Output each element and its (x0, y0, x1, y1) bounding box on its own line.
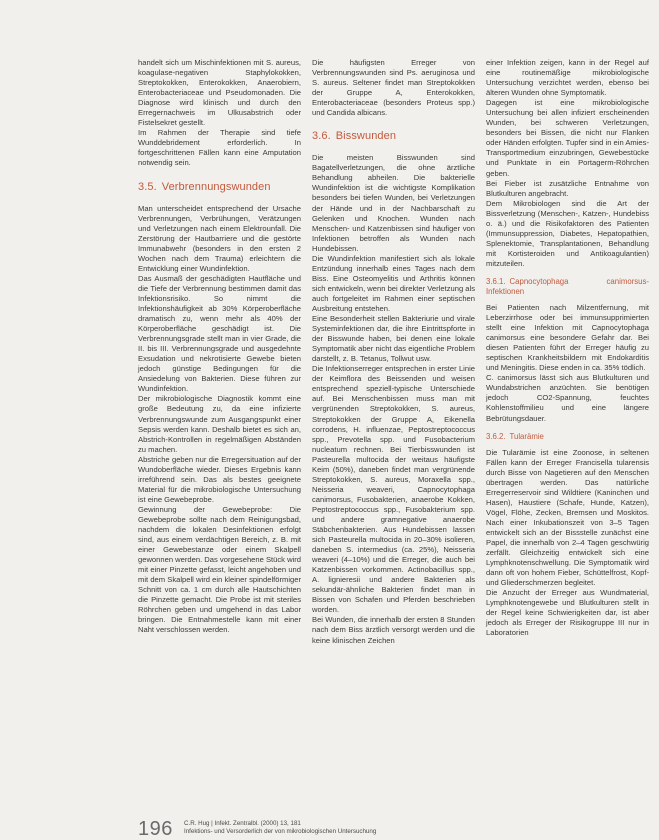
paragraph: Man unterscheidet entsprechend der Ursache Verbrennungen, Verbrühungen, Verätzungen und Verletzungen nach einem Elektrounfall. Die Zerstörung der Hautbarriere und die gestörte Immunabwehr (besonders in den ersten 2 Wochen nach dem Trauma) erleichtern die Entwicklung einer Wundinfektion. (138, 203, 301, 273)
column-middle (312, 58, 475, 646)
paragraph: C. canimorsus lässt sich aus Blutkulturen und Wundabstrichen anzüchten. Sie benötigen jedoch CO2-Spannung, feuchtes Kohlenstoffmilieu und eine längere Bebrütungsdauer. (486, 373, 649, 423)
subsection-number: 3.6.2. (486, 431, 506, 441)
section-heading-bites (312, 130, 475, 143)
paragraph: Bei Fieber ist zusätzliche Entnahme von Blutkulturen angebracht. (486, 178, 649, 198)
subsection-title: Tularämie (509, 431, 544, 441)
page-footer (138, 818, 518, 840)
subsection-title: Capnocytophaga canimorsus-Infektionen (486, 276, 649, 296)
subsection-number: 3.6.1. (486, 276, 506, 286)
column-right (486, 58, 649, 638)
paragraph: Der mikrobiologische Diagnostik kommt eine große Bedeutung zu, da eine infizierte Verbrennungswunde zum Ausgangspunkt einer Sepsis werden kann. Deshalb bietet es sich an, Abstrich-Kontrollen in regelmäßigen Abständen zu machen. (138, 394, 301, 454)
page-number: 196 (138, 818, 173, 840)
paragraph: Die häufigsten Erreger von Verbrennungswunden sind Ps. aeruginosa und S. aureus. Seltener findet man Streptokokken der Gruppe A, Enterokokken, Enterobacteriaceae (besonders Proteus spp.) und Candida albicans. (312, 58, 475, 118)
subsection-heading-tularemia (486, 432, 649, 442)
section-number: 3.6. (312, 130, 331, 143)
paragraph: Abstriche geben nur die Erregersituation auf der Wundoberfläche wieder. Dieses Ergebnis kann irreführend sein. Das als bestes geeignete Material für die mikrobiologische Untersuchung ist eine Gewebeprobe. (138, 454, 301, 504)
column-left (138, 58, 301, 636)
paragraph: Bei Wunden, die innerhalb der ersten 8 Stunden nach dem Biss ärztlich versorgt werden und die keine klinischen Zeichen (312, 615, 475, 645)
paragraph: Gewinnung der Gewebeprobe: Die Gewebeprobe sollte nach dem Reinigungsbad, nachdem die lokalen Desinfektionen erfolgt sind, aus einem verdächtigen Bereich, z. B. mit einer Gewebestanze oder einem Skalpell gewonnen werden. Das vorgesehene Stück wird mit einer Pinzette gefasst, leicht angehoben und mit dem Skalpell wird ein kleiner spindelförmiger Schnitt von ca. 1 cm durch alle Hautschichten die Pinzette gemacht. Die Probe ist mit steriles Röhrchen geben und umgehend in das Labor bringen. Die Entnahmestelle kann mit einer Naht verschlossen werden. (138, 504, 301, 635)
paragraph: Die Tularämie ist eine Zoonose, in seltenen Fällen kann der Erreger Francisella tularensis durch Bisse von Nagetieren auf den Menschen übertragen werden. Das natürliche Erregerreservoir sind Wildtiere (Kaninchen und Hasen), Haustiere (Schafe, Hunde, Katzen), Vögel, Flöhe, Zecken, Bremsen und Moskitos. Nach einer Inkubationszeit von 3–5 Tagen entwickelt sich an der Bissstelle zunächst eine Papel, die innerhalb von 2–4 Tagen geschwürig zerfällt. Gleichzeitig entwickelt sich eine Lymphknotenschwellung. Die Symptomatik wird dann oft von hohem Fieber, Schüttelfrost, Kopf- und Gliederschmerzen begleitet. (486, 447, 649, 588)
paragraph: Das Ausmaß der geschädigten Hautfläche und die Tiefe der Verbrennung bestimmen damit das Infektionsrisiko. So nimmt die Infektionshäufigkeit ab 30% Körperoberfläche dramatisch zu, wenn mehr als 40% der Körperoberfläche geschädigt ist. Die Verbrennungsgrade stellt man in vier Grade, die II. bis III. Verbrennungsgrade und ausgedehnte Exsudation und nekrotisierte Gewebe bieten jedoch günstige Bedingungen für die Ansiedelung von Bakterien. Diese führen zur Wundinfektion. (138, 273, 301, 394)
paragraph: einer Infektion zeigen, kann in der Regel auf eine routinemäßige mikrobiologische Untersuchung verzichtet werden, ebenso bei älteren Wunden ohne Symptomatik. (486, 58, 649, 98)
paragraph: handelt sich um Mischinfektionen mit S. aureus, koagulase-negativen Staphylokokken, Streptokokken, Enterokokken, Anaerobiern, Enterobacteriaceae und Pseudomonaden. Die Diagnose wird klinisch und durch den Erregernachweis im Ulkusabstrich oder Fistelsekret gestellt. (138, 58, 301, 128)
paragraph: Die Wundinfektion manifestiert sich als lokale Entzündung innerhalb eines Tages nach dem Biss. Eine Osteomyelitis und Arthritis können sich entwickeln, wenn bei direkter Verletzung als auch fortgeleitet im Rahmen einer septischen Ausbreitung entstehen. (312, 253, 475, 313)
footer-citation (184, 820, 524, 836)
section-title: Verbrennungswunden (161, 180, 271, 193)
paragraph: Die Infektionserreger entsprechen in erster Linie der Keimflora des Beissenden und weisen entsprechend speziell-typische Unterschiede auf. Bei Menschenbissen muss man mit vergrünenden Streptokokken, S. aureus, Streptokokken der Gruppe A, Eikenella corrodens, H. influenzae, Peptostreptococcus spp., Prevotella spp. und Fusobacterium nucleatum rechnen. Bei Tierbisswunden ist Pasteurella multocida der weitaus häufigste Keim (50%), daneben findet man vergrünende Streptokokken, S. aureus, Moraxella spp., Neisseria weaveri, Capnocytophaga canimorsus, Fusobakterien, anaerobe Kokken, Peptostreptococcus spp., Fusobakterium spp. und andere gramnegative anaerobe Stäbchenbakterien. Aus Hundebissen lassen sich Pasteurella multocida in 20–30% isolieren, daneben S. intermedius (ca. 25%), Neisseria weaveri (4–10%) und die Erreger, die auch bei Katzenbissen vorkommen. Actinobacillus spp., A. lignieresii und andere Bakterien als sekundär-ähnliche Bakterien findet man in Bissen von Schafen und Pferden beschrieben worden. (312, 364, 475, 615)
section-number: 3.5. (138, 180, 157, 193)
section-title: Bisswunden (335, 130, 397, 143)
paragraph: Die meisten Bisswunden sind Bagatellverletzungen, die ohne ärztliche Behandlung abheilen. Die bakterielle Wundinfektion ist die wichtigste Komplikation besonders bei tiefen Wunden, bei Verletzungen der Hände und in der Nachbarschaft zu Gelenken und Knochen. Wunden nach Menschen- und Katzenbissen sind häufiger von Infektionen betroffen als Wunden nach Hundebissen. (312, 153, 475, 253)
paragraph: Die Anzucht der Erreger aus Wundmaterial, Lymphknotengewebe und Blutkulturen stellt in der Regel keine Schwierigkeiten dar, ist aber jedoch als Erreger der Risikogruppe III nur in Laboratorien (486, 588, 649, 638)
paragraph: Im Rahmen der Therapie sind tiefe Wunddebridement erforderlich. In fortgeschrittenen Fällen kann eine Amputation notwendig sein. (138, 128, 301, 168)
paragraph: Dagegen ist eine mikrobiologische Untersuchung bei allen infiziert erscheinenden Wunden, bei schweren Verletzungen, besonders bei Bissen, die nicht nur Flanken oder Händen erfolgten. Tupfer sind in ein Amies-Transportmedium einzubringen, Gewebestücke und Punktate in ein Portagerm-Röhrchen geben. (486, 98, 649, 178)
subsection-heading-capnocytophaga (486, 277, 649, 297)
paragraph: Dem Mikrobiologen sind die Art der Bissverletzung (Menschen-, Katzen-, Hundebiss o. ä.) und die Risikofaktoren des Patienten (Immunsuppression, Diabetes, Hepatopathien, Splenektomie, Transplantationen, Behandlung mit Kortisteroiden und Antikoagulantien) mitzuteilen. (486, 198, 649, 268)
section-heading-burns (138, 181, 301, 194)
paragraph: Bei Patienten nach Milzentfernung, mit Leberzirrhose oder bei immunsupprimierten stellt eine Infektion mit Capnocytophaga canimorsus eine besondere Gefahr dar. Bei diesen Patienten führt der Erreger häufig zu septischen Krankheitsbildern mit Endokarditis und Meningitis. Diese enden in ca. 35% tödlich. (486, 302, 649, 373)
citation-line: Infektions- und Versorderlich der von mikrobiologischen Untersuchung (184, 828, 377, 835)
citation-line: C.R. Hug | Infekt. Zentralbl. (2000) 13, 181 (184, 820, 301, 827)
paragraph: Eine Besonderheit stellen Bakteriurie und virale Systeminfektionen dar, die ihre Eintrittspforte in der Bisswunde haben, bei denen eine lokale Symptomatik aber nicht das eigentliche Problem darstellt, z. B. Tetanus, Tollwut usw. (312, 314, 475, 364)
